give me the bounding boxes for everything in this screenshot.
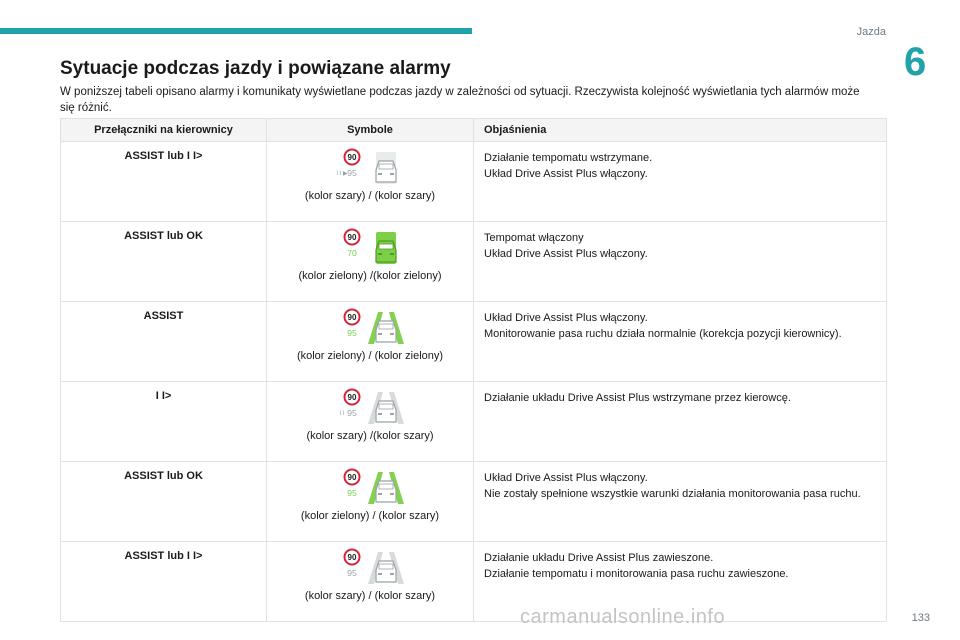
header-accent-bar [0,28,472,34]
switch-cell: ASSIST lub OK [61,462,267,542]
symbol-cell [267,382,474,462]
car-window-icon [379,404,393,409]
explanation-line: Monitorowanie pasa ruchu działa normalnie (korekcja pozycji kierownicy). [484,328,842,340]
symbol-color-note: (kolor zielony) / (kolor szary) [300,510,440,522]
explanation-line: Układ Drive Assist Plus włączony. [484,248,648,260]
speed-limit-value: 90 [347,313,357,322]
car-window-icon [379,164,393,169]
car-light-icon [390,573,394,575]
table-row [61,302,887,382]
symbol-color-note: (kolor zielony) /(kolor zielony) [298,270,442,282]
speed-limit-value: 90 [347,473,357,482]
pause-mark: I I ▶ [336,171,348,177]
alarms-table [60,118,887,622]
car-light-icon [378,573,382,575]
intro-paragraph: W poniższej tabeli opisano alarmy i komunikaty wyświetlane podczas jazdy w zależności od sytuacji. Rzeczywista kolejność wyświetlania tych alarmów może się różnić. [60,86,860,114]
explanation-line: Działanie tempomatu wstrzymane. [484,152,653,164]
explanation-cell [474,382,887,462]
cruise-speed-value: 95 [347,168,357,178]
car-light-icon [390,493,394,495]
explanation-line: Działanie układu Drive Assist Plus wstrzymane przez kierowcę. [484,392,791,404]
drive-assist-symbol-icon [334,308,406,346]
cruise-speed-value: 95 [347,488,357,498]
switch-cell: I I> [61,382,267,462]
cruise-speed-value: 95 [347,328,357,338]
symbol-cell [267,542,474,622]
car-light-icon [390,253,394,255]
page-number: 133 [911,612,930,624]
section-name: Jazda [856,26,886,38]
symbol-color-note: (kolor zielony) / (kolor zielony) [296,350,444,362]
drive-assist-symbol-icon [334,228,406,266]
explanation-cell [474,142,887,222]
explanation-line: Działanie tempomatu i monitorowania pasa ruchu zawieszone. [484,568,789,580]
cruise-speed-value: 70 [347,248,357,258]
switch-cell: ASSIST lub I I> [61,542,267,622]
speed-limit-value: 90 [347,153,357,162]
explanation-cell [474,222,887,302]
symbol-cell [267,142,474,222]
table-header-row [61,119,887,142]
symbol-color-note: (kolor szary) / (kolor szary) [304,590,436,602]
symbol-color-note: (kolor szary) / (kolor szary) [304,190,436,202]
column-header-symbols: Symbole [267,119,474,142]
table-row [61,542,887,622]
switch-cell: ASSIST lub I I> [61,142,267,222]
drive-assist-symbol-icon [334,388,406,426]
explanation-line: Działanie układu Drive Assist Plus zawieszone. [484,552,714,564]
chapter-number: 6 [904,40,927,84]
explanation-line: Układ Drive Assist Plus włączony. [484,312,648,324]
car-window-icon [379,324,393,329]
pause-mark: I I [339,411,345,417]
speed-limit-value: 90 [347,553,357,562]
drive-assist-symbol-icon [334,148,406,186]
table-row [61,222,887,302]
symbol-cell [267,462,474,542]
switch-cell: ASSIST lub OK [61,222,267,302]
cruise-speed-value: 95 [347,568,357,578]
car-light-icon [378,493,382,495]
explanation-line: Układ Drive Assist Plus włączony. [484,472,648,484]
watermark: carmanualsonline.info [520,606,726,628]
car-window-icon [379,484,393,489]
column-header-explanations: Objaśnienia [474,119,887,142]
speed-limit-value: 90 [347,233,357,242]
explanation-line: Nie zostały spełnione wszystkie warunki działania monitorowania pasa ruchu. [484,488,861,500]
car-light-icon [390,413,394,415]
symbol-color-note: (kolor szary) /(kolor szary) [306,430,434,442]
explanation-cell [474,462,887,542]
cruise-speed-value: 95 [347,408,357,418]
speed-limit-value: 90 [347,393,357,402]
drive-assist-symbol-icon [334,468,406,506]
car-window-icon [379,564,393,569]
switch-cell: ASSIST [61,302,267,382]
drive-assist-symbol-icon [334,548,406,586]
car-light-icon [378,173,382,175]
car-light-icon [378,253,382,255]
table-row [61,382,887,462]
column-header-switches: Przełączniki na kierownicy [61,119,267,142]
car-light-icon [378,413,382,415]
explanation-line: Układ Drive Assist Plus włączony. [484,168,648,180]
car-light-icon [378,333,382,335]
explanation-cell [474,302,887,382]
explanation-line: Tempomat włączony [484,232,584,244]
table-row [61,462,887,542]
page-title: Sytuacje podczas jazdy i powiązane alarmy [60,58,451,79]
symbol-cell [267,302,474,382]
car-light-icon [390,173,394,175]
symbol-cell [267,222,474,302]
car-window-icon [379,244,393,249]
table-row [61,142,887,222]
car-light-icon [390,333,394,335]
